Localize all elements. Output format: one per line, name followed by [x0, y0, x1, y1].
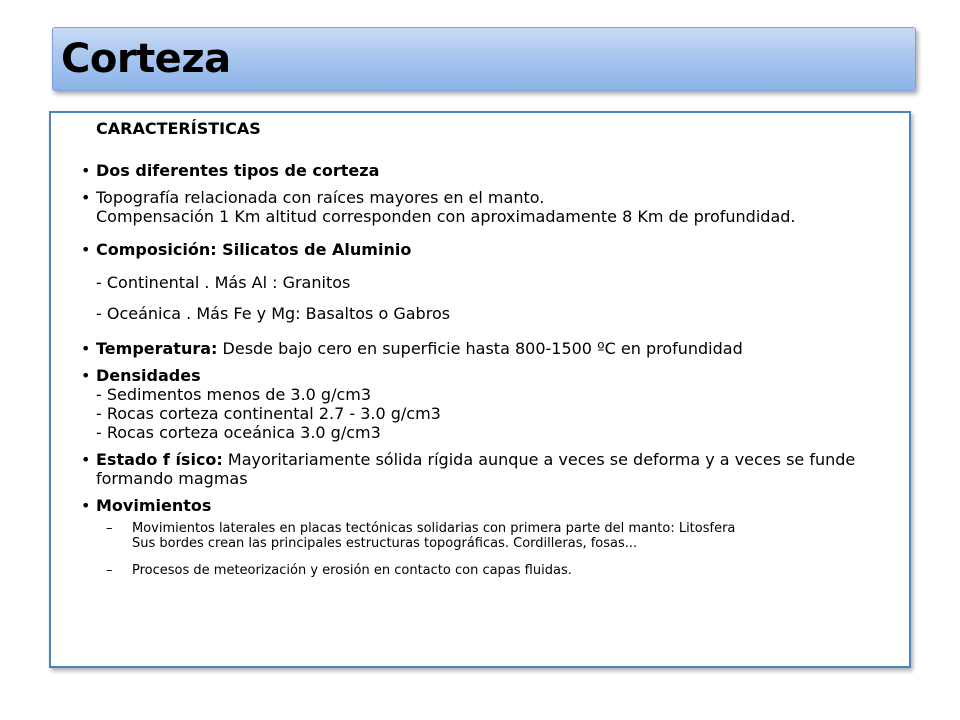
- meteorizacion-text: Procesos de meteorización y erosión en contacto con capas fluidas.: [132, 563, 572, 578]
- estado-text: Mayoritariamente sólida rígida aunque a veces se deforma y a veces se funde formando magmas: [96, 450, 856, 488]
- tipos-text: Dos diferentes tipos de corteza: [96, 161, 380, 180]
- bullet-icon: •: [81, 496, 91, 515]
- bullet-item-tipos: [81, 161, 899, 180]
- bullet-icon: •: [81, 339, 91, 358]
- bullet-icon: •: [81, 366, 91, 385]
- bullet-icon: •: [81, 240, 91, 259]
- bullet-icon: •: [81, 450, 91, 469]
- bullet-item-composicion: [81, 240, 899, 323]
- densidades-label: Densidades: [96, 366, 201, 385]
- bullet-item-densidades: [81, 366, 899, 442]
- content-panel: [49, 111, 911, 668]
- movimientos-label: Movimientos: [96, 496, 212, 515]
- laterales-line1: Movimientos laterales en placas tectónicas solidarias con primera parte del manto: Litosfera: [132, 521, 736, 536]
- title-bar: [52, 27, 916, 91]
- sub-item-meteorizacion: [96, 563, 899, 578]
- composicion-oceanica: - Oceánica . Más Fe y Mg: Basaltos o Gabros: [96, 304, 451, 323]
- densidades-line: - Sedimentos menos de 3.0 g/cm3: [96, 385, 372, 404]
- temperatura-label: Temperatura:: [96, 339, 218, 358]
- bullet-item-estado: [81, 450, 899, 488]
- sub-item-laterales: [96, 521, 899, 551]
- composicion-label: Composición: Silicatos de Aluminio: [96, 240, 412, 259]
- dash-icon: –: [106, 563, 113, 578]
- bullet-item-temperatura: [81, 339, 899, 358]
- section-heading: CARACTERÍSTICAS: [96, 119, 261, 138]
- estado-label: Estado f ísico:: [96, 450, 223, 469]
- laterales-line2: Sus bordes crean las principales estructuras topográficas. Cordilleras, fosas...: [132, 536, 638, 551]
- slide-title: Corteza: [61, 36, 231, 82]
- bullet-icon: •: [81, 188, 91, 207]
- topografia-line2: Compensación 1 Km altitud corresponden con aproximadamente 8 Km de profundidad.: [96, 207, 796, 226]
- densidades-line: - Rocas corteza continental 2.7 - 3.0 g/cm3: [96, 404, 441, 423]
- topografia-line1: Topografía relacionada con raíces mayores en el manto.: [96, 188, 545, 207]
- bullet-item-movimientos: [81, 496, 899, 515]
- dash-icon: –: [106, 521, 113, 536]
- bullet-item-topografia: [81, 188, 899, 226]
- densidades-line: - Rocas corteza oceánica 3.0 g/cm3: [96, 423, 381, 442]
- bullet-icon: •: [81, 161, 91, 180]
- composicion-continental: - Continental . Más Al : Granitos: [96, 273, 351, 292]
- content-body: [81, 119, 899, 584]
- temperatura-text: Desde bajo cero en superficie hasta 800-1500 ºC en profundidad: [217, 339, 743, 358]
